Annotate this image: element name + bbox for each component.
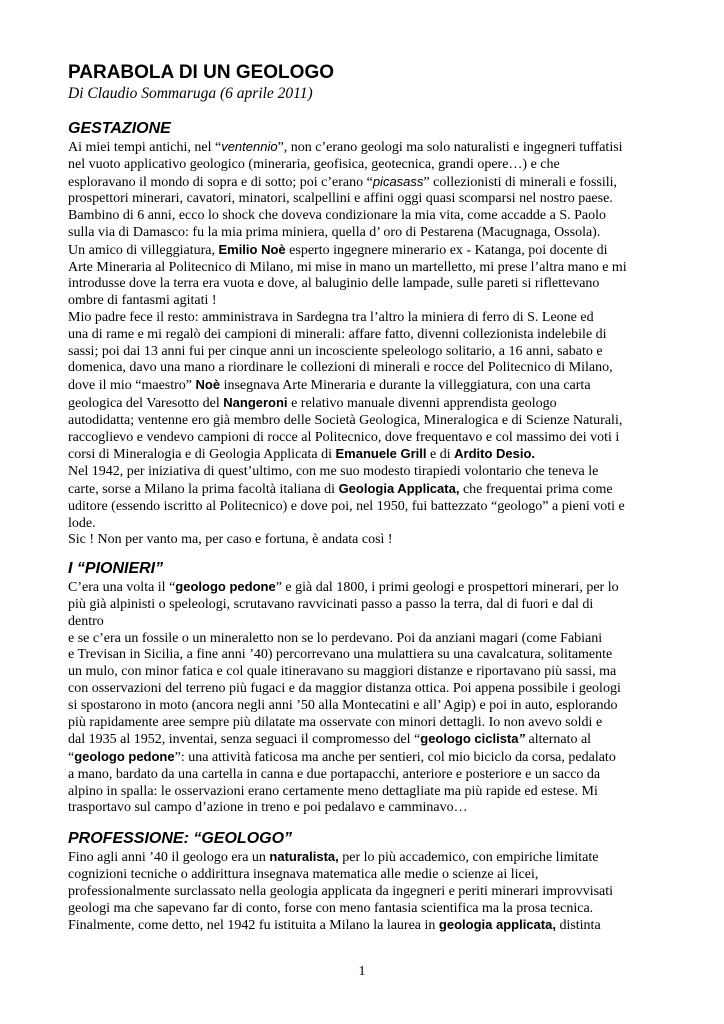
- text-line: [68, 242, 656, 260]
- text-line: [68, 464, 656, 481]
- text-line: [68, 499, 656, 516]
- text-segment: ”, non c’erano geologi ma solo naturalisti e ingegneri tuffatisi: [277, 140, 623, 155]
- text-segment: uditore (essendo iscritto al Politecnico) e dove poi, nel 1950, fui battezzato “geologo” a pieni voti e: [68, 498, 625, 514]
- text-segment: per lo più accademico, con empiriche limitate: [338, 850, 599, 866]
- text-line: [68, 631, 656, 648]
- text-segment: Bambino di 6 anni, ecco lo shock che doveva condizionare la mia vita, come accadde a S. Paolo: [68, 208, 607, 224]
- text-line: [68, 516, 656, 533]
- text-segment: ” collezionisti di minerali e fossili,: [423, 174, 618, 190]
- text-line: [68, 681, 656, 698]
- text-segment: Finalmente, come detto, nel 1942 fu istituita a Milano la laurea in: [68, 918, 439, 934]
- text-segment: Sic ! Non per vanto ma, per caso e fortuna, è andata così !: [68, 532, 393, 548]
- section-heading-professione: PROFESSIONE: “GEOLOGO”: [68, 830, 293, 848]
- text-segment: che frequentai prima come: [459, 481, 613, 497]
- highlighted-text: Nangeroni: [223, 394, 288, 410]
- highlighted-text: geologo pedone: [175, 579, 276, 595]
- text-segment: lode.: [68, 515, 96, 531]
- text-segment: introdusse dove la terra era vuota e dove, al baluginio delle lampade, sulle pareti si riflettevano: [68, 276, 600, 292]
- text-segment: a mano, bardato da una cartella in canna e due portapacchi, anteriore e posteriore e un sacco da: [68, 766, 601, 782]
- text-segment: geologi ma che sapevano far di conto, forse con meno fantasia scientifica ma la prosa tecnica.: [68, 900, 594, 916]
- text-line: [68, 276, 656, 293]
- text-line: [68, 849, 656, 867]
- text-segment: Mio padre fece il resto: amministrava in Sardegna tra l’altro la miniera di ferro di S. Leone ed: [68, 309, 594, 325]
- highlighted-text: Ardito Desio.: [454, 446, 536, 462]
- text-line: [68, 191, 656, 208]
- text-line: [68, 579, 656, 597]
- text-segment: ombre di fantasmi agitati !: [68, 293, 217, 309]
- text-line: [68, 647, 656, 664]
- text-segment: e relativo manuale divenni apprendista geologo: [287, 395, 557, 411]
- text-segment: Un amico di villeggiatura,: [68, 242, 219, 258]
- text-segment: professionalmente surclassato nella geologia applicata da ingegneri e periti minerari improvvisati: [68, 883, 614, 899]
- text-line: [68, 260, 656, 277]
- text-segment: ” e già dal 1800, i primi geologi e prospettori minerari, per lo: [275, 580, 619, 596]
- text-segment: prospettori minerari, cavatori, minatori, scalpellini e affini oggi quasi scomparsi nel nostro paese.: [68, 191, 613, 207]
- text-segment: C’era una volta il “: [68, 580, 176, 596]
- text-line: [68, 174, 656, 192]
- text-segment: sassi; poi dai 13 anni fui per cinque anni un incosciente speleologo solitario, a 16 anni, sabato e: [68, 343, 603, 359]
- text-segment: esploravano il mondo di sopra e di sotto; poi c’erano “: [68, 174, 373, 190]
- text-segment: cognizioni tecniche o addirittura insegnava matematica alle medie o scienze ai licei,: [68, 867, 539, 883]
- text-line: [68, 800, 656, 817]
- text-line: [68, 749, 656, 767]
- highlighted-text: geologo ciclista: [420, 731, 519, 747]
- text-segment: dentro: [68, 613, 104, 629]
- text-line: [68, 867, 656, 884]
- text-line: [68, 901, 656, 918]
- text-segment: Ai miei tempi antichi, nel “: [68, 140, 222, 155]
- text-line: [68, 430, 656, 447]
- text-line: [68, 698, 656, 715]
- highlighted-text: Geologia Applicata,: [338, 480, 460, 496]
- text-segment: corsi di Mineralogia e di Geologia Applicata di: [68, 447, 336, 463]
- text-line: [68, 532, 656, 549]
- highlighted-text: naturalista,: [269, 849, 339, 865]
- text-line: [68, 884, 656, 901]
- text-segment: “: [68, 750, 75, 766]
- text-line: [68, 715, 656, 732]
- text-line: [68, 293, 656, 310]
- highlighted-text: ”: [518, 731, 525, 747]
- text-line: [68, 731, 656, 749]
- document-page: [68, 62, 656, 935]
- text-segment: sulla via di Damasco: fu la mia prima miniera, quella d’ oro di Pestarena (Macugnaga, Ossola).: [68, 224, 601, 240]
- text-line: [68, 377, 656, 395]
- text-line: [68, 917, 656, 935]
- text-segment: e di: [426, 447, 455, 463]
- highlighted-text: geologo pedone: [74, 749, 175, 765]
- text-segment: carte, sorse a Milano la prima facoltà italiana di: [68, 481, 339, 497]
- text-line: [68, 208, 656, 225]
- text-line: [68, 327, 656, 344]
- text-segment: geologica del Varesotto del: [68, 395, 224, 411]
- text-line: [68, 664, 656, 681]
- text-segment: distinta: [555, 918, 601, 934]
- text-line: [68, 310, 656, 327]
- document-title: PARABOLA DI UN GEOLOGO: [68, 62, 334, 83]
- text-segment: Arte Mineraria al Politecnico di Milano, mi mise in mano un martelletto, mi prese l’altra mano e mi: [68, 259, 627, 275]
- text-segment: dal 1935 al 1952, inventai, senza seguaci il compromesso del “: [68, 732, 421, 748]
- text-line: [68, 395, 656, 413]
- page-number: 1: [358, 964, 366, 979]
- text-segment: insegnava Arte Mineraria e durante la villeggiatura, con una carta: [220, 378, 591, 394]
- text-line: [68, 139, 656, 157]
- section-body-professione: [68, 849, 656, 935]
- text-segment: un mulo, con minor fatica e col quale itineravano su maggiori distanze e riportavano più sassi, ma: [68, 664, 617, 680]
- highlighted-text: Noè: [195, 377, 221, 393]
- text-segment: alternato al: [525, 732, 592, 748]
- text-line: [68, 614, 656, 631]
- highlighted-text: picasass: [372, 173, 424, 189]
- text-line: [68, 344, 656, 361]
- text-segment: Fino agli anni ’40 il geologo era un: [68, 850, 270, 866]
- highlighted-text: ventennio: [221, 139, 278, 154]
- text-segment: dove il mio “maestro”: [68, 378, 196, 394]
- text-line: [68, 767, 656, 784]
- text-segment: autodidatta; ventenne ero già membro delle Società Geologica, Mineralogica e di Scienze Naturali,: [68, 412, 623, 428]
- text-segment: domenica, davo una mano a riordinare le collezioni di minerali e rocce del Politecnico di Milano,: [68, 360, 613, 376]
- text-line: [68, 413, 656, 430]
- text-line: [68, 446, 656, 464]
- text-line: [68, 597, 656, 614]
- text-segment: e Trevisan in Sicilia, a fine anni ’40) percorrevano una mulattiera su una cavalcatura, solitamente: [68, 647, 613, 663]
- section-body-pionieri: [68, 579, 656, 817]
- highlighted-text: Emanuele Grill: [335, 446, 427, 462]
- text-segment: più già alpinisti o speleologi, scrutavano ravvicinati passo a passo la terra, dal di fuori e dal di: [68, 596, 594, 612]
- text-segment: si spostarono in moto (ancora negli anni ’50 alla Montecatini e all’ Agip) e poi in auto, esplorando: [68, 697, 618, 713]
- text-segment: con osservazioni del terreno più fugaci e da maggior distanza ottica. Poi appena possibile i geologi: [68, 680, 621, 696]
- text-segment: una di rame e mi regalò dei campioni di minerali: affare fatto, divenni collezionista indelebile di: [68, 326, 607, 342]
- text-segment: Nel 1942, per iniziativa di quest’ultimo, con me suo modesto tirapiedi volontario che teneva le: [68, 464, 599, 480]
- text-segment: e se c’era un fossile o un mineraletto non se lo perdevano. Poi da anziani magari (come Fabiani: [68, 630, 603, 646]
- text-segment: esperto ingegnere minerario ex - Katanga, poi docente di: [285, 242, 608, 258]
- text-line: [68, 157, 656, 174]
- text-segment: alpino in spalla: le osservazioni erano certamente meno dettagliate ma più rapide ed estese. Mi: [68, 783, 598, 799]
- text-segment: trasportavo sul campo d’azione in treno e poi pedalavo e camminavo…: [68, 800, 468, 816]
- section-heading-gestazione: GESTAZIONE: [68, 120, 171, 137]
- text-segment: ”: una attività faticosa ma anche per sentieri, col mio biciclo da corsa, pedalato: [174, 750, 616, 766]
- section-body-gestazione: [68, 139, 656, 549]
- text-line: [68, 784, 656, 801]
- text-line: [68, 481, 656, 499]
- text-segment: raccoglievo e vendevo campioni di rocce al Politecnico, dove frequentavo e col massimo dei voti i: [68, 429, 620, 445]
- text-line: [68, 225, 656, 242]
- highlighted-text: Emilio Noè: [218, 241, 286, 257]
- text-segment: nel vuoto applicativo geologico (mineraria, geofisica, geotecnica, grandi opere…) e che: [68, 156, 560, 172]
- text-line: [68, 360, 656, 377]
- highlighted-text: geologia applicata,: [438, 917, 556, 933]
- section-heading-pionieri: I “PIONIERI”: [68, 560, 164, 578]
- text-segment: più rapidamente aree sempre più dilatate ma osservate con minori dettagli. Io non avevo soldi e: [68, 714, 603, 730]
- document-subtitle: Di Claudio Sommaruga (6 aprile 2011): [68, 85, 313, 102]
